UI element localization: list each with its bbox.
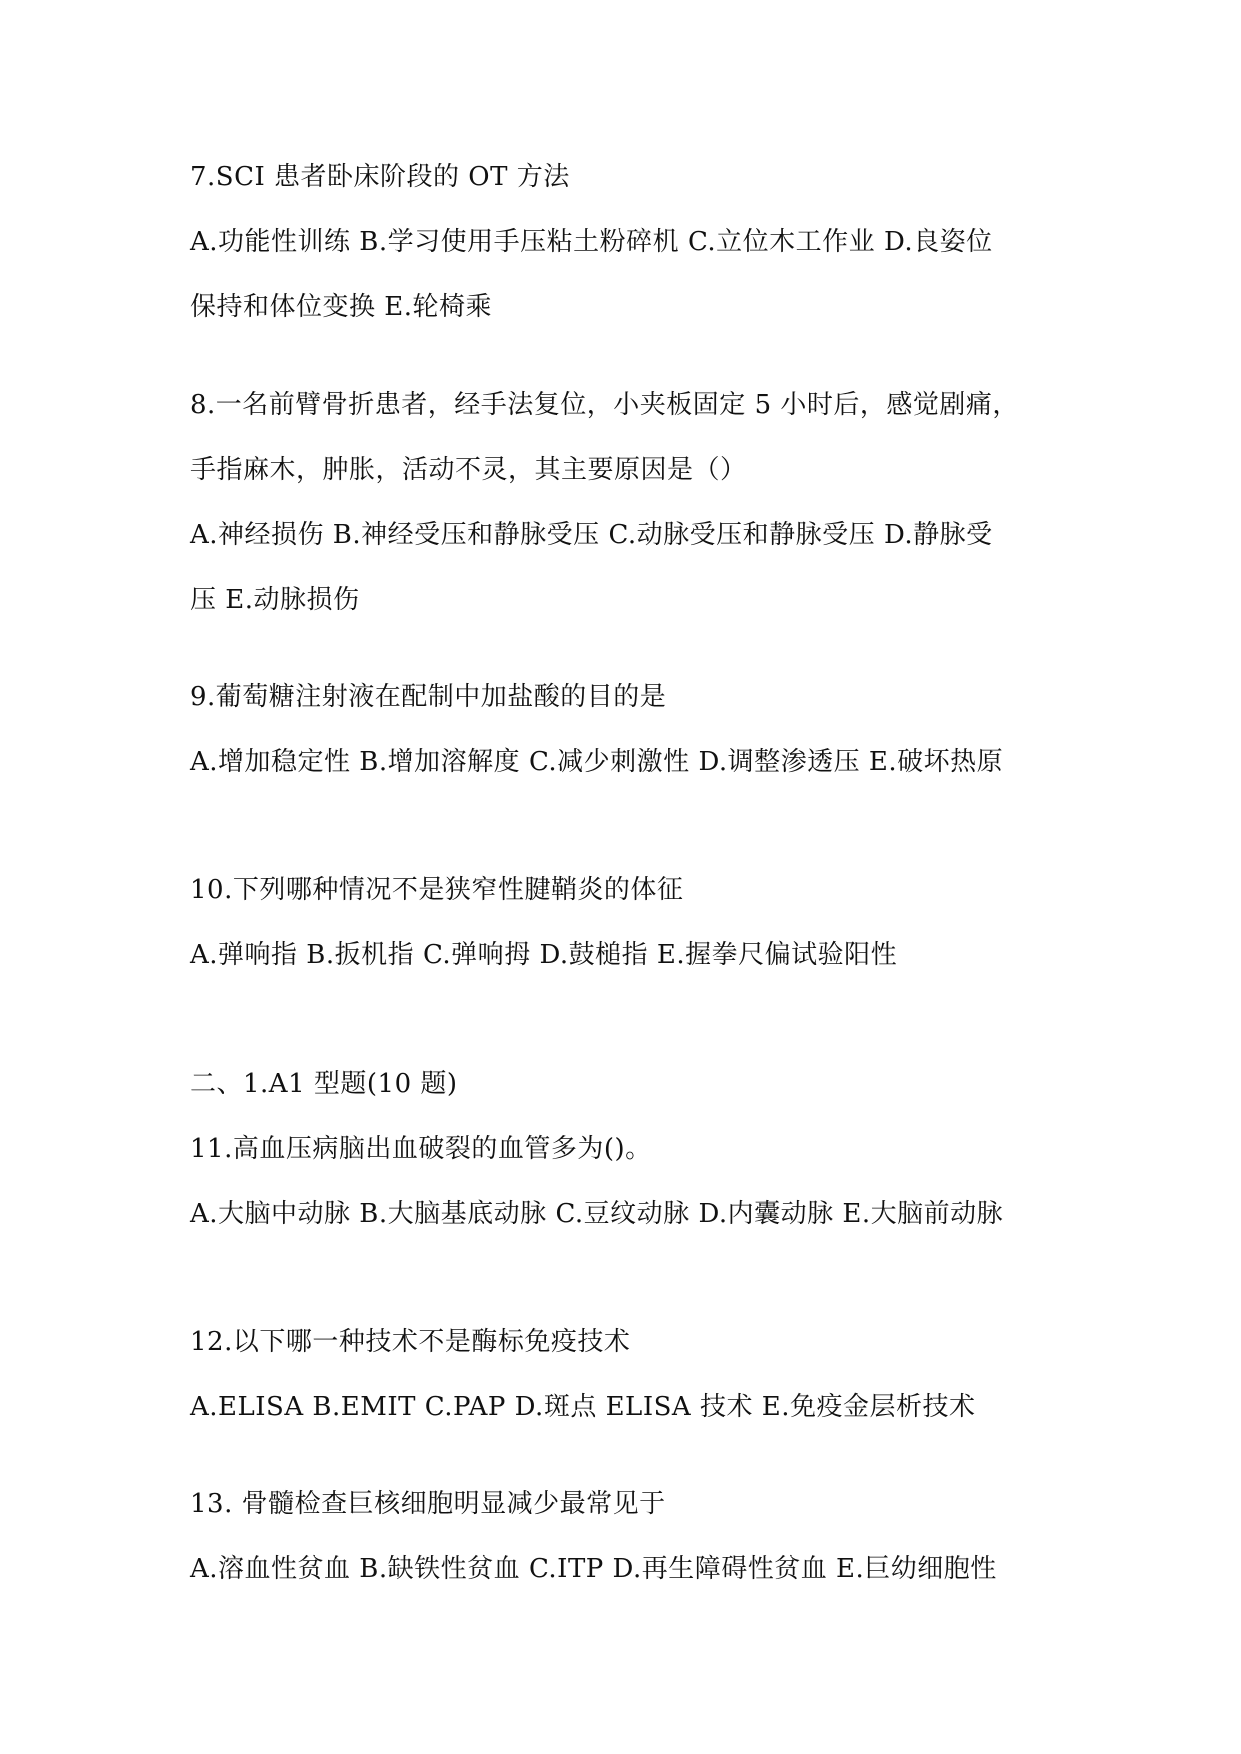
- question-13-stem: 13. 骨髓检查巨核细胞明显减少最常见于: [190, 1489, 666, 1519]
- question-7-options-line2: 保持和体位变换 E.轮椅乘: [190, 292, 493, 322]
- question-12-options: A.ELISA B.EMIT C.PAP D.斑点 ELISA 技术 E.免疫金层析技术: [190, 1392, 976, 1422]
- question-10-stem: 10.下列哪种情况不是狭窄性腱鞘炎的体征: [190, 875, 684, 905]
- question-13-options: A.溶血性贫血 B.缺铁性贫血 C.ITP D.再生障碍性贫血 E.巨幼细胞性: [190, 1554, 997, 1584]
- question-8-stem-line2: 手指麻木，肿胀，活动不灵，其主要原因是（）: [190, 455, 747, 485]
- question-11-stem: 11.高血压病脑出血破裂的血管多为()。: [190, 1134, 652, 1164]
- question-12-stem: 12.以下哪一种技术不是酶标免疫技术: [190, 1327, 631, 1357]
- section-heading: 二、1.A1 型题(10 题): [190, 1069, 458, 1099]
- question-8-options-line1: A.神经损伤 B.神经受压和静脉受压 C.动脉受压和静脉受压 D.静脉受: [190, 520, 993, 550]
- question-11-options: A.大脑中动脉 B.大脑基底动脉 C.豆纹动脉 D.内囊动脉 E.大脑前动脉: [190, 1199, 1004, 1229]
- question-7-stem: 7.SCI 患者卧床阶段的 OT 方法: [190, 162, 570, 192]
- question-10-options: A.弹响指 B.扳机指 C.弹响拇 D.鼓槌指 E.握拳尺偏试验阳性: [190, 940, 898, 970]
- question-8-options-line2: 压 E.动脉损伤: [190, 585, 360, 615]
- question-8-stem-line1: 8.一名前臂骨折患者，经手法复位，小夹板固定 5 小时后，感觉剧痛，: [190, 390, 1019, 420]
- question-9-stem: 9.葡萄糖注射液在配制中加盐酸的目的是: [190, 682, 667, 712]
- question-7-options-line1: A.功能性训练 B.学习使用手压粘土粉碎机 C.立位木工作业 D.良姿位: [190, 227, 993, 257]
- question-9-options: A.增加稳定性 B.增加溶解度 C.减少刺激性 D.调整渗透压 E.破坏热原: [190, 747, 1004, 777]
